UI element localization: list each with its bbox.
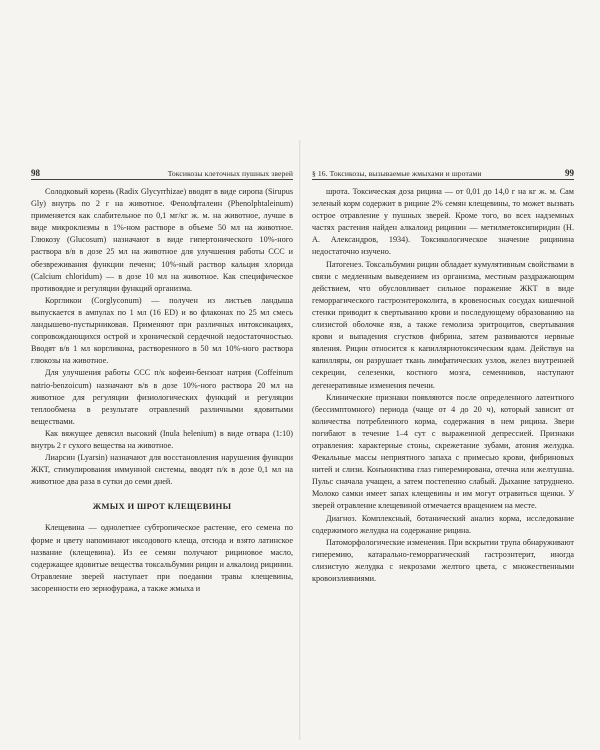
paragraph: Патоморфологические изменения. При вскрытии трупа обнаруживают гиперемию, катарально-геморрагический гастроэнтерит, иногда слизистую желудка с некрозами желтого цвета, с множественными кровоизлияниями.: [312, 537, 574, 583]
paragraph: Патогенез. Токсальбумин рицин обладает кумулятивным свойствами в связи с медленным выведением из организма, местным раздражающим действием, что обусловливает сильное поражение ЖКТ в виде геморрагического гастроэнтероколита, в кровеносных сосудах кишечной стенки приводит к свертыванию крови и последующему образованию на слизистой оболочке язв, а также гемолиза эритроцитов, свертывания крови и выпадения сгустков фибрина, затем развиваются нервные явления. Рицин относится к капиллярнотоксическим ядам. Действуя на капилляры, он разрушает ткань лимфатических узлов, желез внутренней секреции, селезенки, костного мозга, семенников, наступают дегенеративные изменения печени.: [312, 259, 574, 390]
left-page-body: [31, 186, 293, 595]
right-page-header: [312, 166, 574, 180]
right-page-body: [312, 186, 574, 585]
book-gutter: [299, 140, 301, 740]
paragraph: Для улучшения работы ССС п/к кофеин-бензоат натрия (Coffeinum natrio-benzoicum) назначают в/в в дозе 10%-ного раствора 20 мл на животное для регуляции физиологических функций и регуляции теплообмена в результате отравлений различными ядовитыми веществами.: [31, 368, 293, 426]
paragraph: Коргликон (Corglyconum) — получен из листьев ландыша выпускается в ампулах по 1 мл (16 ED) и во флаконах по 25 мл смесь ландышево-пустырниковая. Применяют при различных интоксикациях, сопровождающихся острой и хронической сердечной недостаточностью. Вводят в/в 1 мл коргликона, растворенного в 50 мл 10%-ного раствора глюкозы на животное.: [31, 295, 293, 366]
paragraph: Лиарсин (Lyarsin) назначают для восстановления нарушения функции ЖКТ, стимулирования иммунной системы, вводят п/к в дозе 0,1 мл на животное два раза в сутки до семи дней.: [31, 453, 293, 487]
paragraph: Как вяжущее девясил высокий (Inula helenium) в виде отвара (1:10) внутрь 2 г сухого вещества на животное.: [31, 428, 293, 450]
left-page-number: 98: [31, 168, 40, 178]
paragraph: шрота. Токсическая доза рицина — от 0,01 до 14,0 г на кг ж. м. Сам зеленый корм содержит в рицине 2% семян клещевины, то может вызвать острое отравление у пушных зверей. Кроме того, во всех надземных частях растения найден алкалоид рицинин — метилметоксипиридин (Н. А. Александров, 1934). Токсикологическое значение рицинина недостаточно изучено.: [312, 187, 574, 257]
right-running-title: § 16. Токсикозы, вызываемые жмыхами и шротами: [312, 169, 482, 178]
right-page-number: 99: [565, 168, 574, 178]
paragraph: Клинические признаки появляются после определенного латентного (бессимптомного) периода (чаще от 4 до 20 ч), который зависит от количества потребленного корма, содержания в нем рицина. Звери погибают в течение 1–4 сут с выраженной депрессией. Признаки отравления: характерные стоны, скрежетание зубами, атония желудка. Фекальные массы неприятного запаха с примесью крови, фибриновых нитей и слизи. Конъюнктива глаз гиперемирована, отечна или желтушна. Пульс сначала учащен, а затем постепенно слабый. Дыхание затруднено. Молоко самки имеет запах клещевины и им могут отравиться щенки. У зверей отравление клещевиной отмечается вращением на месте.: [312, 392, 574, 511]
paragraph: Клещевина — однолетнее субтропическое растение, его семена по форме и цвету напоминают иксодового клеща, отсюда и взято латинское название (клещевина). Из ее семян получают рициновое масло, содержащее ядовитые вещества токсальбумин рицин и алкалоид рицинин. Отравление зверей наступает при поедании травы клещевины, засоренности ею зернофуража, а также жмыха и: [31, 523, 293, 593]
paragraph: Солодковый корень (Radix Glycyrrhizae) вводят в виде сиропа (Sirupus Gly) внутрь по 2 г на животное. Фенолфталеин (Phenolphtaleinum) применяется как слабительное по 0,1 мг/кг ж. м. на животное, лучше в виде микроклизмы в 1%-ном растворе в объеме 50 мл на животное. Глюкозу (Glucosum) назначают в виде гипертонического 10%-ного раствора в/в в дозе 25 мл на животное для улучшения работы ССС и обезвреживания функции печени; 10%-ный раствор кальция хлорида (Calcium chloridum) — в дозе 10 мл на животное. Как специфическое противоядие и регуляции функций организма.: [31, 187, 293, 293]
left-running-title: Токсикозы клеточных пушных зверей: [167, 169, 293, 178]
paragraph: Диагноз. Комплексный, ботанический анализ корма, исследование содержимого желудка на содержание рицина.: [312, 513, 574, 535]
section-heading: ЖМЫХ И ШРОТ КЛЕЩЕВИНЫ: [92, 501, 232, 512]
left-page-header: [31, 166, 293, 180]
